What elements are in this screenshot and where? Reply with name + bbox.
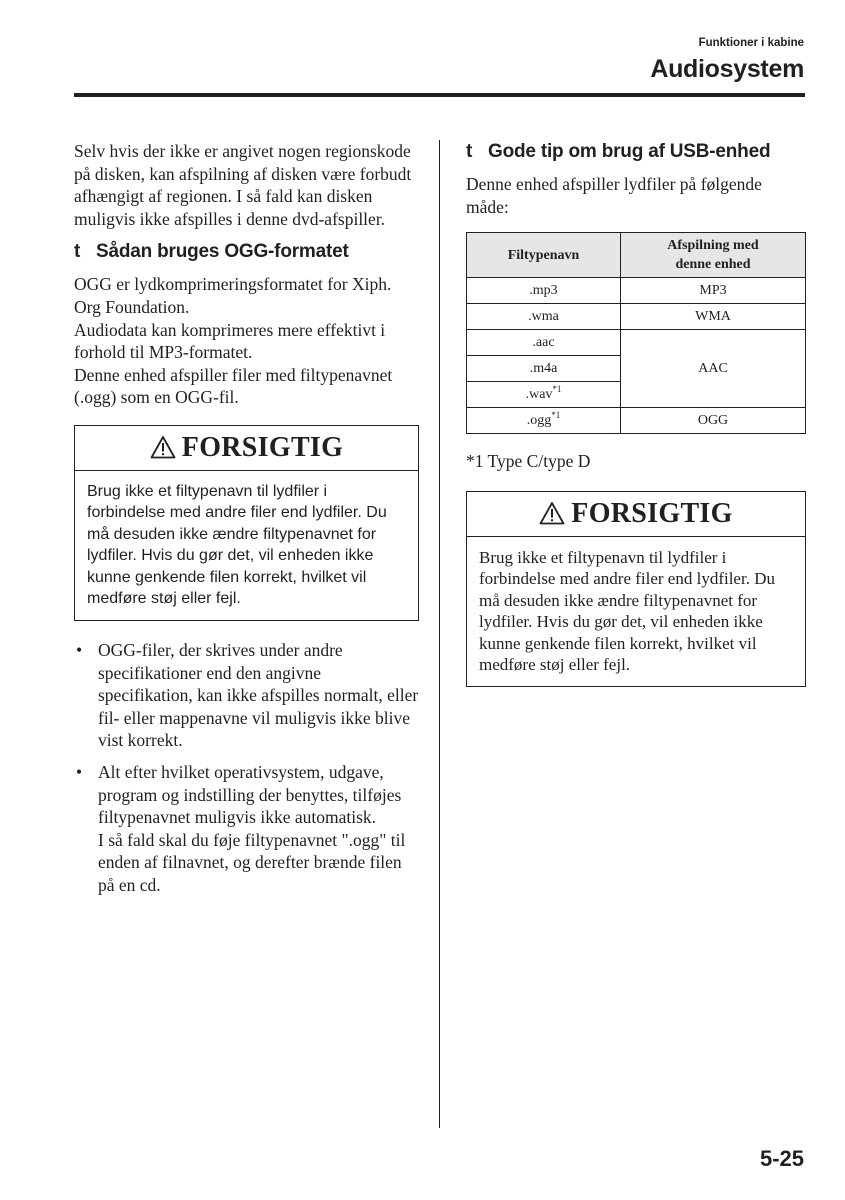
page-title: Audiosystem <box>650 55 804 83</box>
ogg-section-heading <box>74 240 419 264</box>
caution-box <box>466 491 806 687</box>
page-number: 5-25 <box>759 1146 804 1171</box>
table-row <box>467 304 806 330</box>
playback-cell: MP3 <box>621 278 806 304</box>
ext-cell: .mp3 <box>467 278 621 304</box>
usb-section-heading <box>466 140 806 164</box>
ext-cell: .wma <box>467 304 621 330</box>
footnote-ref: *1 <box>552 384 562 395</box>
header-line: denne enhed <box>675 257 751 273</box>
ogg-paragraph-1: OGG er lydkomprimeringsformatet for Xiph. Org Foundation. <box>74 274 392 317</box>
ext-cell: .m4a <box>467 356 621 382</box>
header-rule <box>74 93 805 97</box>
usb-intro: Denne enhed afspiller lydfiler på følgende måde: <box>466 174 762 217</box>
table-header-cell <box>621 233 806 278</box>
ext-text: .ogg <box>526 413 552 429</box>
ogg-paragraph-3: Denne enhed afspiller filer med filtypenavnet (.ogg) som en OGG-fil. <box>74 364 393 408</box>
caution-box <box>74 425 419 621</box>
column-divider <box>439 140 440 1128</box>
header-line: Afspilning med <box>667 238 759 254</box>
section-marker: t <box>74 241 81 263</box>
heading-text: Sådan bruges OGG-formatet <box>96 241 349 263</box>
caution-header <box>467 492 805 537</box>
playback-cell: WMA <box>621 304 806 330</box>
footnote-ref: *1 <box>551 410 561 421</box>
table-row <box>467 278 806 304</box>
left-column <box>74 140 419 905</box>
ext-cell <box>467 408 621 434</box>
region-code-paragraph: Selv hvis der ikke er angivet nogen regionskode på disken, kan afspilning af disken være forbudt afhængigt af regionen. I så fald kan disken muligvis ikke afspilles i denne dvd-afspiller. <box>74 141 412 229</box>
table-header-cell: Filtypenavn <box>467 233 621 278</box>
caution-text: Brug ikke et filtypenavn til lydfiler i forbindelse med andre filer end lydfiler. Du må desuden ikke ændre filtypenavnet for lydfiler. Hvis du gør det, vil enheden ikke kunne genkende filen korrekt, hvilket vil medføre støj eller fejl. <box>87 482 387 608</box>
notes-list <box>74 639 419 897</box>
ext-text: .wav <box>525 387 553 403</box>
warning-triangle-icon <box>539 501 565 525</box>
playback-cell: OGG <box>621 408 806 434</box>
caution-header <box>75 426 418 471</box>
heading-text: Gode tip om brug af USB-enhed <box>488 141 771 162</box>
caution-title: FORSIGTIG <box>571 497 733 529</box>
caution-title: FORSIGTIG <box>181 431 344 463</box>
bullet-text: OGG-filer, der skrives under andre specifikationer end den angivne specifikation, kan ikke afspilles normalt, eller fil- eller mappenavne vil muligvis ikke blive vist korrekt. <box>98 639 419 751</box>
playback-cell: AAC <box>621 330 806 408</box>
warning-triangle-icon <box>150 435 176 459</box>
table-header-row <box>467 233 806 278</box>
ext-cell <box>467 382 621 408</box>
table-footnote: *1 Type C/type D <box>466 451 591 472</box>
section-marker: t <box>466 141 473 162</box>
table-row <box>467 408 806 434</box>
list-item <box>74 639 419 752</box>
table-row <box>467 330 806 356</box>
file-extension-table <box>466 232 806 434</box>
ext-cell: .aac <box>467 330 621 356</box>
section-label: Funktioner i kabine <box>698 37 804 49</box>
right-column <box>466 140 806 687</box>
bullet-text-continued: I så fald skal du føje filtypenavnet ".ogg" til enden af filnavnet, og derefter brænde filen på en cd. <box>98 829 406 895</box>
bullet-text: • Alt efter hvilket operativsystem, udgave, program og indstilling der benyttes, tilføjes filtypenavnet muligvis ikke automatisk. <box>98 761 402 828</box>
caution-text: Brug ikke et filtypenavn til lydfiler i forbindelse med andre filer end lydfiler. Du må desuden ikke ændre filtypenavnet for lydfiler. Hvis du gør det, vil enheden ikke kunne genkende filen korrekt, hvilket vil medføre støj eller fejl. <box>479 547 775 675</box>
list-item <box>74 761 419 897</box>
ogg-paragraph-2: Audiodata kan komprimeres mere effektivt i forhold til MP3-formatet. <box>74 319 386 363</box>
